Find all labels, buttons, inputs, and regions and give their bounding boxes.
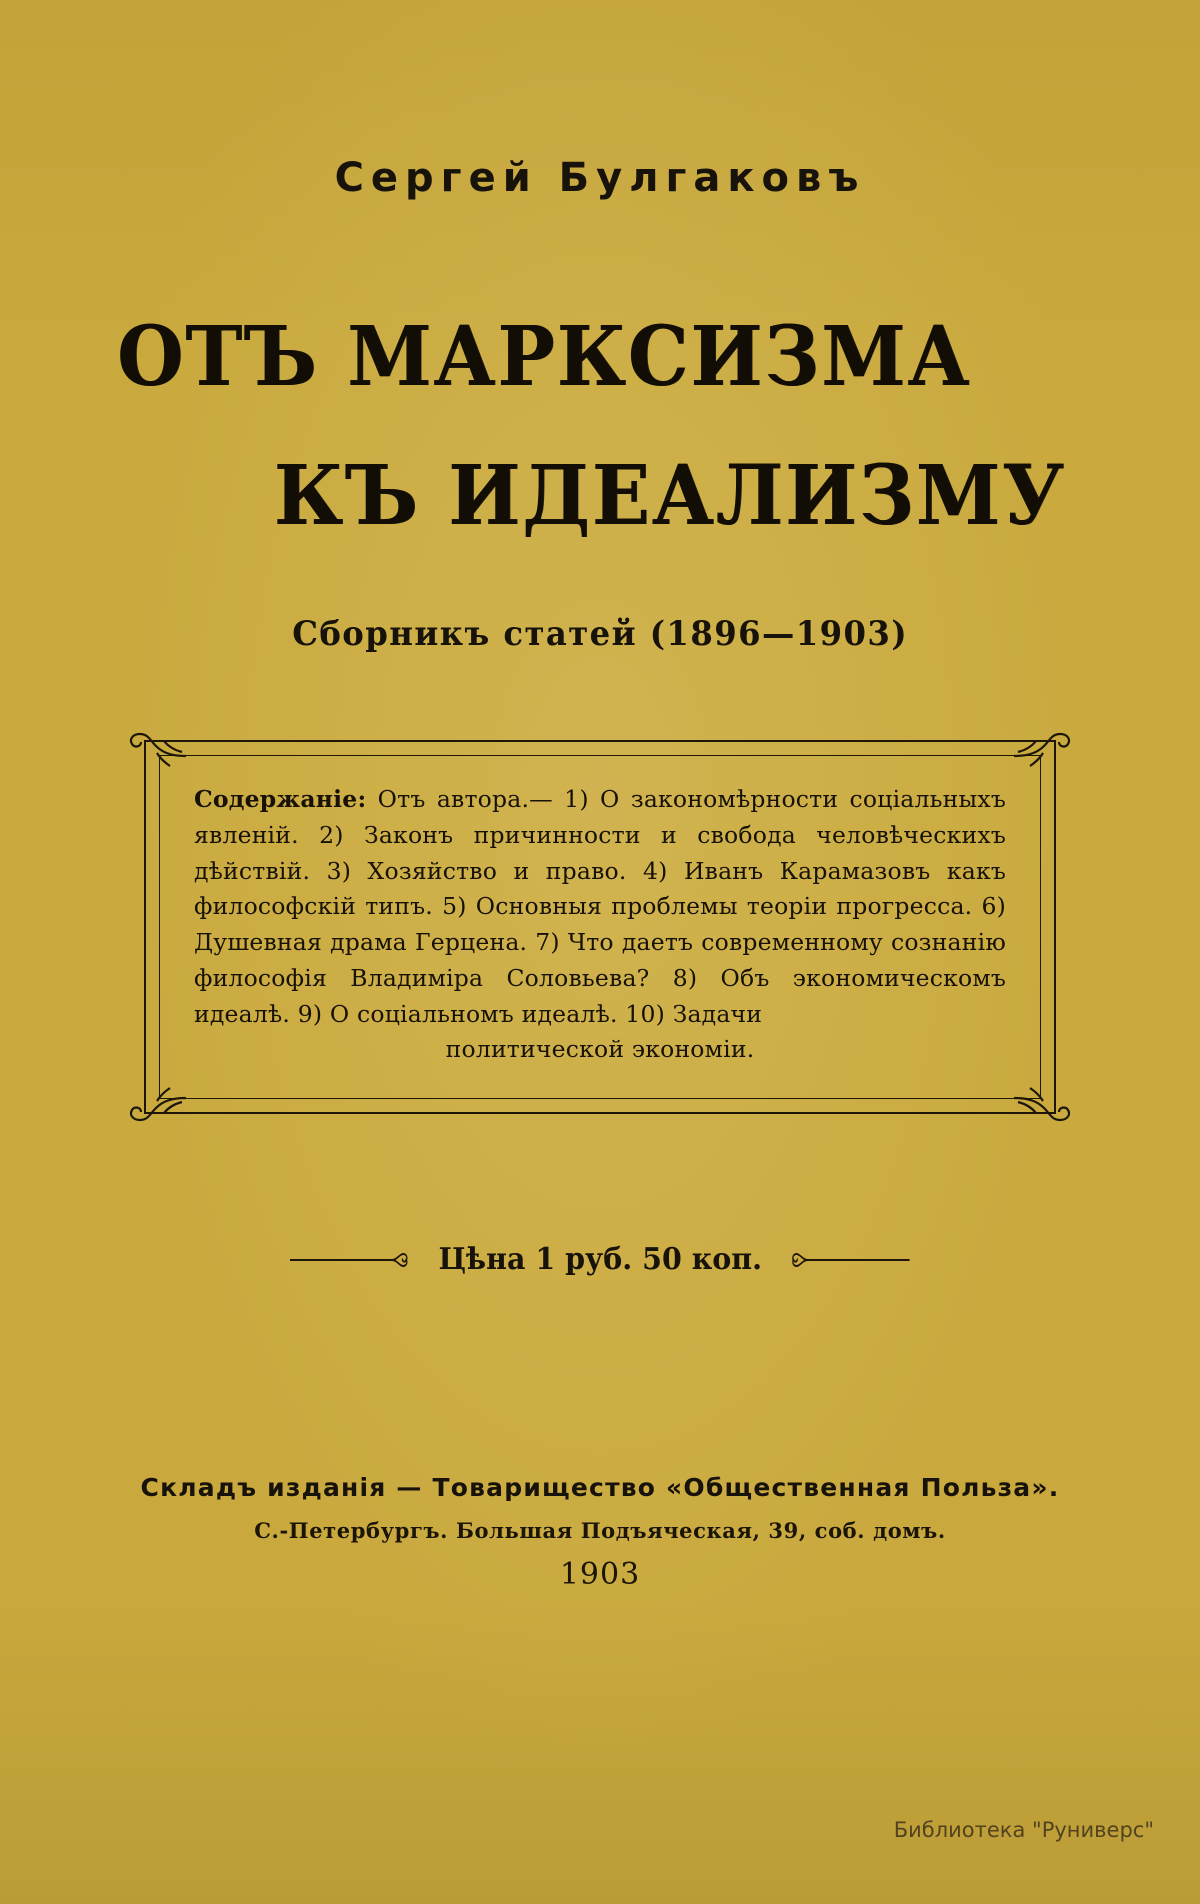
ornament-corner-icon bbox=[1012, 722, 1074, 768]
contents-last-line: политической экономіи. bbox=[445, 1035, 755, 1064]
publisher-line: Складъ изданія — Товарищество «Общественная Польза». bbox=[140, 1473, 1060, 1502]
ornament-rule-left-icon bbox=[290, 1251, 412, 1269]
book-title-line-1: ОТЪ МАРКСИЗМА bbox=[117, 309, 972, 405]
price-label: Цѣна 1 руб. 50 коп. bbox=[438, 1242, 762, 1277]
book-subtitle: Сборникъ статей (1896—1903) bbox=[292, 614, 908, 655]
author-name: Сергей Булгаковъ bbox=[334, 155, 866, 201]
contents-frame bbox=[144, 740, 1056, 1114]
contents-body: Отъ автора.— 1) О закономѣрности соціальныхъ явленій. 2) Законъ причинности и свобода человѣческихъ дѣйствій. 3) Хозяйство и право. 4) Иванъ Карамазовъ какъ философскій типъ. 5) Основныя проблемы теоріи прогресса. 6) Душевная драма Герцена. 7) Что даетъ современному сознанію философія Владиміра Соловьева? 8) Объ экономическомъ идеалѣ. 9) О соціальномъ идеалѣ. 10) Задачи bbox=[194, 785, 1006, 1028]
ornament-rule-right-icon bbox=[788, 1251, 910, 1269]
price-row bbox=[290, 1242, 910, 1277]
ornament-corner-icon bbox=[126, 1086, 188, 1132]
publisher-address: С.-Петербургъ. Большая Подъяческая, 39, соб. домъ. bbox=[254, 1518, 946, 1543]
title-block bbox=[0, 309, 1200, 544]
publication-year: 1903 bbox=[559, 1557, 641, 1592]
book-title-line-2: КЪ ИДЕАЛИЗМУ bbox=[273, 447, 1066, 544]
imprint-block bbox=[0, 1473, 1200, 1592]
ornament-corner-icon bbox=[126, 722, 188, 768]
contents-label: Содержаніе: bbox=[194, 785, 367, 814]
library-watermark: Библиотека "Руниверс" bbox=[893, 1818, 1154, 1842]
ornament-corner-icon bbox=[1012, 1086, 1074, 1132]
contents-text bbox=[194, 782, 1006, 1068]
